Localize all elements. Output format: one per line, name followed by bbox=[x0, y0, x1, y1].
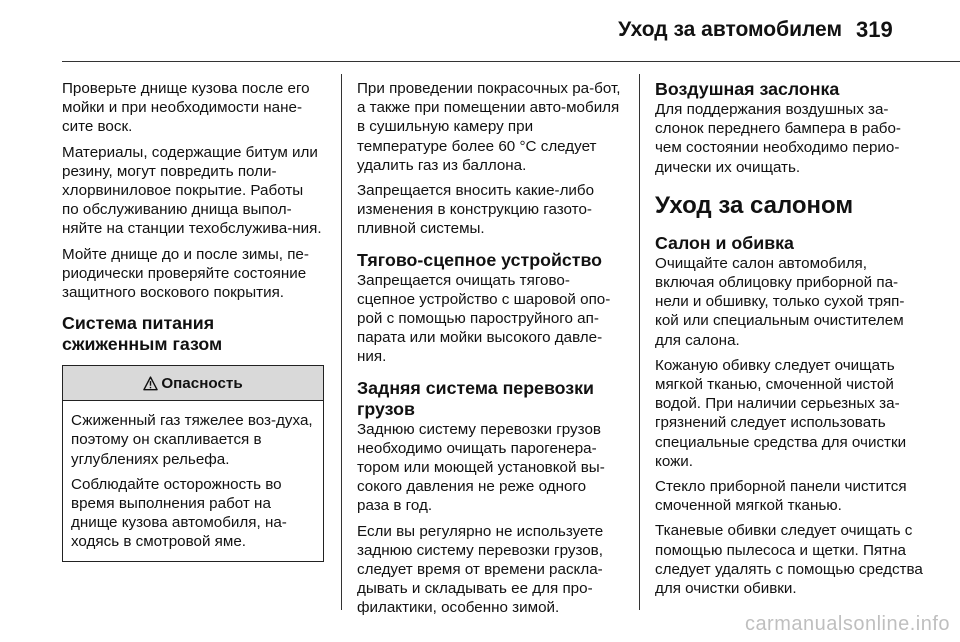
page-number: 319 bbox=[856, 17, 893, 42]
header-rule bbox=[62, 61, 960, 62]
heading-interior-upholstery: Салон и обивка bbox=[655, 232, 794, 253]
paragraph-interior-cleaning: Очищайте салон автомобиля, включая облицовку приборной па-нели и обшивку, только сухой тряп-кой или специальным очистителем для салона. bbox=[655, 254, 905, 349]
paragraph-leather-cleaning: Кожаную обивку следует очищать мягкой тканью, смоченной чистой водой. При наличии серьезных за-грязнений следует использовать специальные средства для очистки кожи. bbox=[655, 356, 907, 470]
warning-box bbox=[62, 365, 324, 561]
column-divider-right bbox=[639, 74, 640, 610]
warning-paragraph-gas-heavier: Сжиженный газ тяжелее воз-духа, поэтому он скапливается в углублениях рельефа. bbox=[71, 412, 313, 468]
column-3 bbox=[655, 79, 923, 604]
paragraph-air-shutter: Для поддержания воздушных за-слонок переднего бампера в рабо-чем состоянии необходимо перио-дически их очищать. bbox=[655, 101, 901, 176]
heading-air-shutter: Воздушная заслонка bbox=[655, 79, 840, 99]
paragraph-carrier-usage: Если вы регулярно не используете заднюю систему перевозки грузов, следует время от времени раскла-дывать и складывать ее для про-филактики, особенно зимой. bbox=[357, 522, 604, 617]
watermark: carmanualsonline.info bbox=[744, 613, 950, 635]
heading-interior-care: Уход за салоном bbox=[655, 191, 854, 219]
paragraph-paint-works: При проведении покрасочных ра-бот, а также при помещении авто-мобиля в сушильную камеру при температуре более 60 °C следует удалить газ из баллона. bbox=[357, 80, 621, 174]
paragraph-fabric-upholstery: Тканевые обивки следует очищать с помощью пылесоса и щетки. Пятна следует удалять с помощью средства для очистки обивки. bbox=[655, 522, 923, 598]
paragraph-winter-washing: Мойте днище до и после зимы, пе-риодически проверяйте состояние защитного воскового покрытия. bbox=[62, 245, 309, 302]
column-1 bbox=[62, 79, 324, 562]
heading-lpg-system: Система питания сжиженным газом bbox=[62, 313, 223, 355]
paragraph-towing-cleaning: Запрещается очищать тягово-сцепное устройство с шаровой опо-рой с помощью пароструйного ап-парата или мойки высокого давле-ния. bbox=[357, 271, 611, 366]
running-header-title: Уход за автомобилем bbox=[618, 18, 842, 41]
warning-title: Опасность bbox=[161, 374, 243, 392]
column-divider-left bbox=[341, 74, 342, 610]
paragraph-no-modifications: Запрещается вносить какие-либо изменения в конструкцию газото-пливной системы. bbox=[357, 182, 595, 238]
paragraph-instrument-glass: Стекло приборной панели чистится смоченной мягкой тканью. bbox=[655, 478, 907, 515]
column-2 bbox=[357, 79, 622, 624]
paragraph-underbody-wax: Проверьте днище кузова после его мойки и при необходимости нане-сите воск. bbox=[62, 80, 310, 136]
paragraph-carrier-cleaning: Заднюю систему перевозки грузов необходимо очищать парогенера-тором или моющей установкой вы-сокого давления не реже одного раза в год. bbox=[357, 420, 605, 515]
warning-paragraph-caution-pit: Соблюдайте осторожность во время выполнения работ на днище кузова автомобиля, на-ходясь в смотровой яме. bbox=[71, 475, 287, 551]
warning-triangle-icon bbox=[143, 376, 158, 391]
heading-towing-device: Тягово-сцепное устройство bbox=[357, 249, 603, 270]
warning-header bbox=[63, 366, 323, 401]
paragraph-bitumen-materials: Материалы, содержащие битум или резину, могут повредить поли-хлорвиниловое покрытие. Работы по обслуживанию днища выпол-няйте на станции техобслужива-ния. bbox=[62, 143, 322, 238]
heading-rear-carrier: Задняя система перевозки грузов bbox=[357, 377, 594, 419]
warning-body bbox=[63, 401, 323, 560]
